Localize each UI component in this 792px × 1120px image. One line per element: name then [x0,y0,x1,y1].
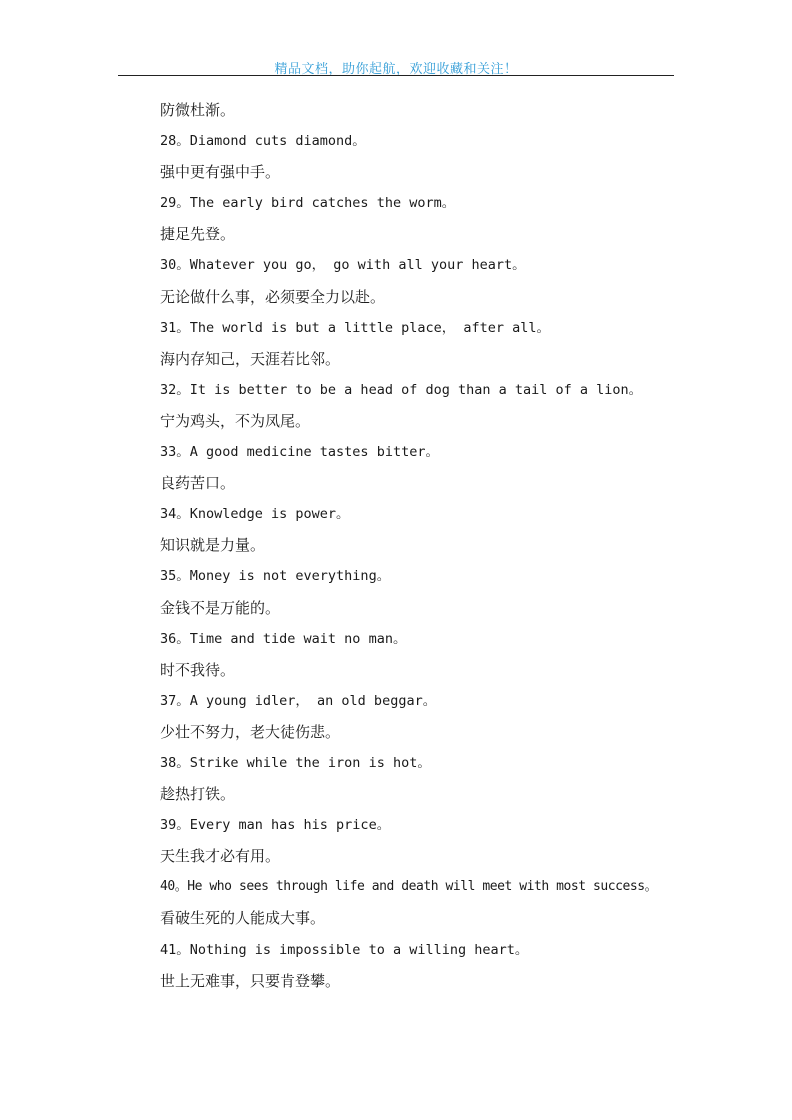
proverb-line: 33。A good medicine tastes bitter。 [160,444,439,461]
proverb-line: 宁为鸡头，不为凤尾。 [160,411,311,430]
proverb-line: 世上无难事，只要肯登攀。 [160,971,341,990]
proverb-line: 金钱不是万能的。 [160,598,281,617]
proverb-line: 40。He who sees through life and death will meet with most success。 [160,879,658,895]
proverb-line: 看破生死的人能成大事。 [160,909,326,928]
proverb-line: 海内存知己，天涯若比邻。 [160,349,341,368]
proverb-line: 35。Money is not everything。 [160,568,391,585]
proverb-line: 32。It is better to be a head of dog than a tail of a lion。 [160,381,643,398]
proverb-line: 时不我待。 [160,660,236,679]
proverb-line: 天生我才必有用。 [160,847,281,866]
proverb-line: 41。Nothing is impossible to a willing heart。 [160,941,529,958]
proverb-line: 强中更有强中手。 [160,163,281,182]
proverb-line: 良药苦口。 [160,474,236,493]
header-divider [118,75,674,76]
proverb-line: 捷足先登。 [160,225,236,244]
proverb-list [160,99,720,1001]
proverb-line: 防微杜渐。 [160,101,236,119]
proverb-line: 31。The world is but a little place， after all。 [160,319,550,336]
proverb-line: 39。Every man has his price。 [160,817,391,834]
proverb-line: 34。Knowledge is power。 [160,506,350,523]
proverb-line: 30。Whatever you go， go with all your heart。 [160,257,526,274]
proverb-line: 38。Strike while the iron is hot。 [160,754,431,771]
proverb-line: 知识就是力量。 [160,536,266,555]
proverb-line: 无论做什么事，必须要全力以赴。 [160,287,386,306]
proverb-line: 28。Diamond cuts diamond。 [160,133,366,150]
page-header-title: 精品文档，助你起航，欢迎收藏和关注！ [274,62,518,77]
proverb-line: 37。A young idler， an old beggar。 [160,692,437,709]
proverb-line: 少壮不努力，老大徒伤悲。 [160,722,341,741]
proverb-line: 36。Time and tide wait no man。 [160,630,407,647]
proverb-line: 趁热打铁。 [160,785,236,804]
proverb-line: 29。The early bird catches the worm。 [160,195,456,212]
